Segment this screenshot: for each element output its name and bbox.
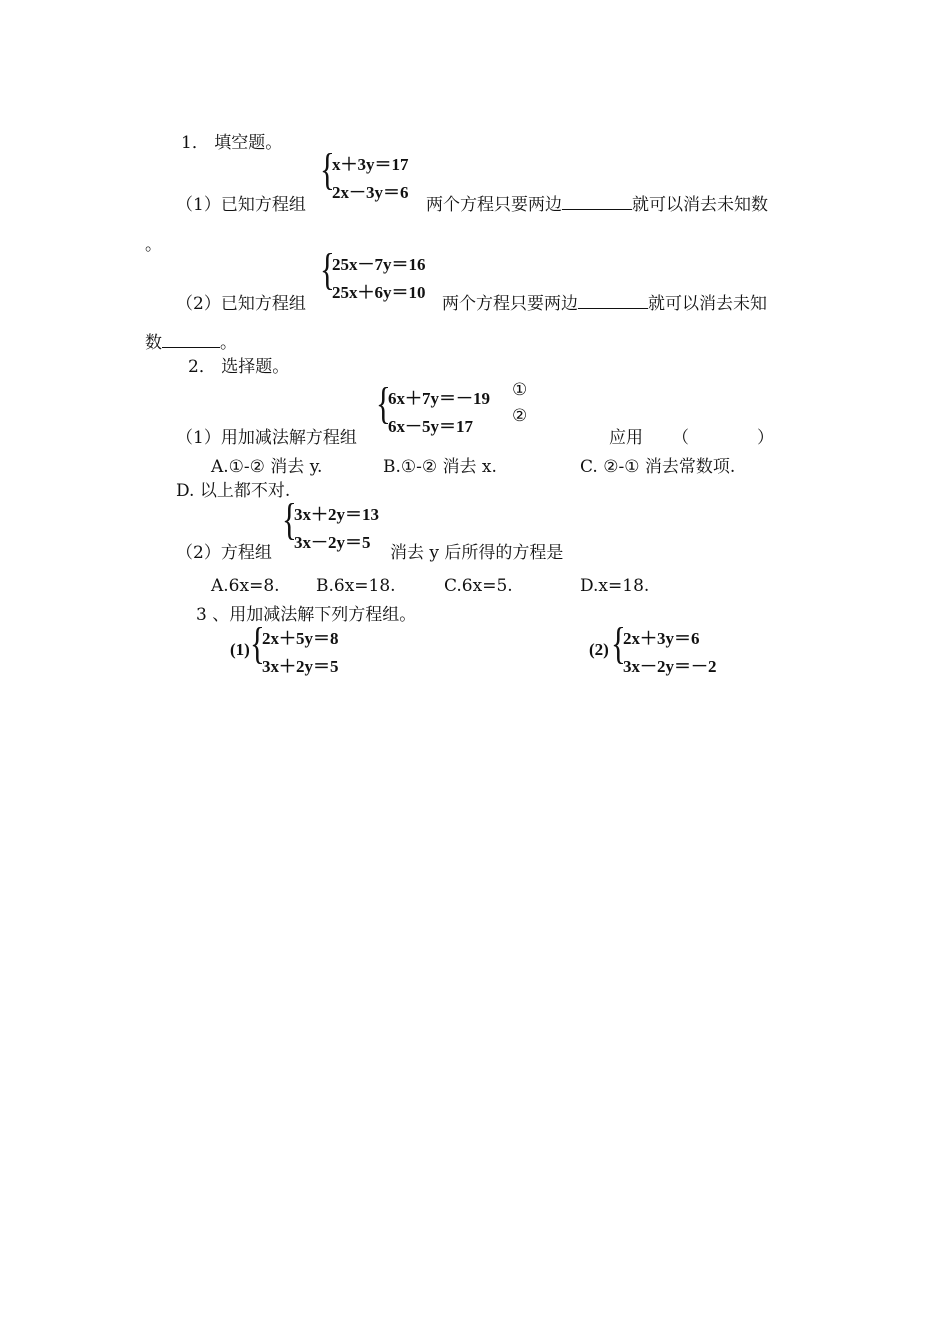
q1-p2-wrap2: 。 — [220, 333, 237, 353]
equation-1: 6x＋7y＝－19 — [388, 389, 490, 408]
q2-p2-lead: （2）方程组 — [176, 543, 272, 563]
left-brace-icon: { — [611, 619, 626, 668]
equation-2: 6x－5y＝17 — [388, 417, 473, 436]
q1-p2-equation-system — [320, 245, 445, 306]
answer-parentheses[interactable]: （ ） — [672, 428, 774, 448]
left-brace-icon: { — [320, 145, 335, 194]
left-brace-icon: { — [282, 495, 297, 544]
q2-p2-equation-system — [282, 495, 392, 556]
option-c[interactable]: C. ②-① 消去常数项. — [580, 457, 736, 477]
equation-2: 3x＋2y＝5 — [262, 657, 339, 676]
q2-p2-tail: 消去 y 后所得的方程是 — [390, 543, 564, 563]
equation-2: 3x－2y＝－2 — [623, 657, 717, 676]
left-brace-icon: { — [376, 379, 391, 428]
equation-2: 3x－2y＝5 — [294, 533, 371, 552]
q2-p1-lead: （1）用加减法解方程组 — [176, 428, 357, 448]
circled-one-icon: ① — [512, 380, 528, 400]
option-b[interactable]: B.6x=18. — [316, 576, 396, 596]
q1-p1-text — [426, 190, 768, 215]
q1-heading: 1． 填空题。 — [181, 133, 283, 153]
system-1-label: (1) — [230, 640, 250, 659]
equation-2: 2x－3y＝6 — [332, 183, 409, 202]
q1-p1-tail2: 就可以消去未知数 — [632, 195, 768, 215]
option-d[interactable]: D. 以上都不对. — [176, 481, 291, 501]
option-c[interactable]: C.6x=5. — [444, 576, 513, 596]
q1-p1-lead: （1）已知方程组 — [176, 195, 306, 215]
q1-p1-wrap: 。 — [145, 235, 162, 255]
equation-1: 2x＋5y＝8 — [262, 629, 339, 648]
left-brace-icon: { — [320, 245, 335, 294]
option-d[interactable]: D.x=18. — [580, 576, 650, 596]
equation-2: 25x＋6y＝10 — [332, 283, 426, 302]
option-a[interactable]: A.6x=8. — [211, 576, 280, 596]
answer-blank[interactable] — [162, 329, 220, 348]
q1-p2-wrap1: 数 — [145, 333, 162, 353]
q3-heading: 3 、用加减法解下列方程组。 — [196, 605, 417, 625]
q2-heading: 2． 选择题。 — [188, 357, 290, 377]
q1-p2-tail1: 两个方程只要两边 — [442, 294, 578, 314]
equation-1: 25x－7y＝16 — [332, 255, 426, 274]
q2-p1-equation-system — [376, 379, 506, 442]
q1-p1-equation-system — [320, 145, 430, 206]
answer-blank[interactable] — [562, 191, 632, 210]
system-2-label: (2) — [589, 640, 609, 659]
circled-two-icon: ② — [512, 406, 528, 426]
equation-1: x＋3y＝17 — [332, 155, 409, 174]
equation-1: 2x＋3y＝6 — [623, 629, 700, 648]
q2-p1-tail: 应用 — [609, 428, 643, 448]
q1-p2-lead: （2）已知方程组 — [176, 294, 306, 314]
equation-1: 3x＋2y＝13 — [294, 505, 379, 524]
q3-system-1 — [250, 619, 360, 680]
q1-p2-tail2: 就可以消去未知 — [648, 294, 767, 314]
option-a[interactable]: A.①-② 消去 y. — [211, 457, 323, 477]
answer-blank[interactable] — [578, 290, 648, 309]
q3-system-2 — [611, 619, 736, 680]
option-b[interactable]: B.①-② 消去 x. — [383, 457, 497, 477]
q1-p2-text — [442, 289, 767, 314]
q1-p1-tail1: 两个方程只要两边 — [426, 195, 562, 215]
left-brace-icon: { — [250, 619, 265, 668]
q1-p2-wrap — [145, 328, 237, 353]
